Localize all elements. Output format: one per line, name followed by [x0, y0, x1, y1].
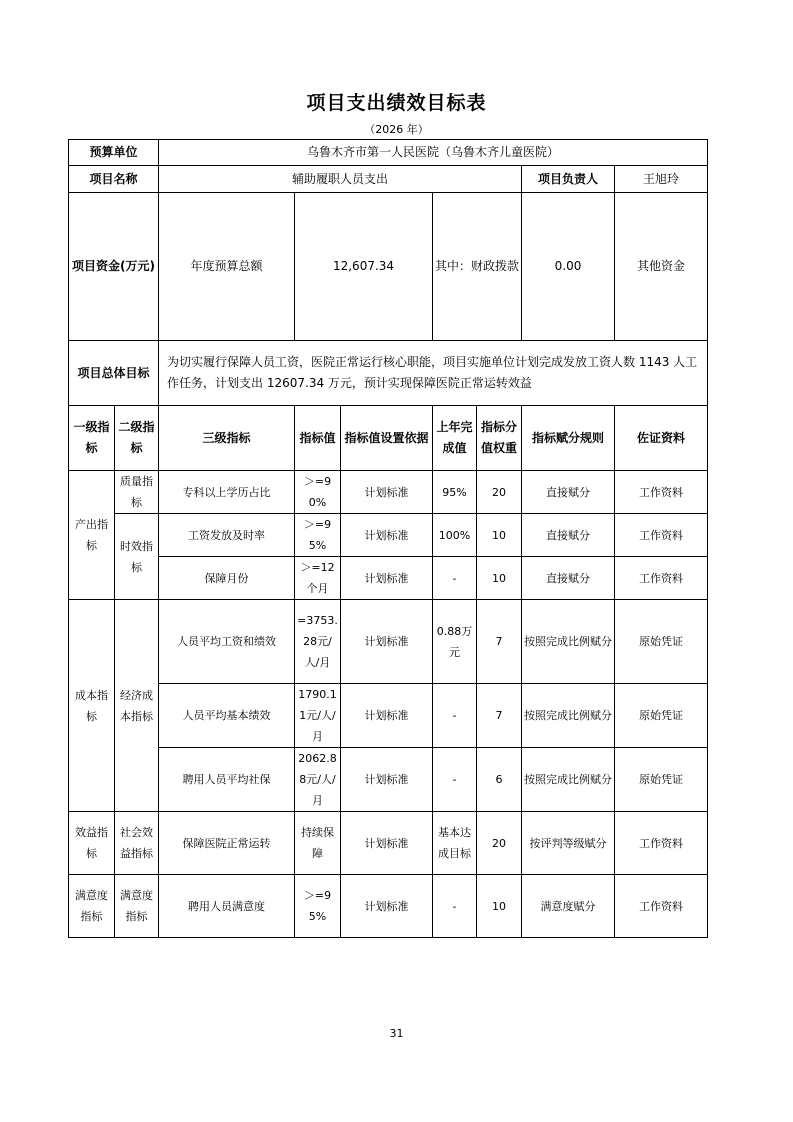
row-rule: 直接赋分: [522, 514, 615, 557]
row-rule: 按照完成比例赋分: [522, 748, 615, 812]
project-funds-label: 项目资金(万元): [69, 193, 159, 341]
budget-unit-label: 预算单位: [69, 140, 159, 166]
row-previous: 0.88万元: [433, 600, 477, 684]
col-header-evidence: 佐证资料: [615, 406, 708, 471]
row-previous: 100%: [433, 514, 477, 557]
other-funds-label: 其他资金: [615, 193, 708, 341]
row-indicator: 保障月份: [159, 557, 295, 600]
row-weight: 7: [477, 684, 522, 748]
row-basis: 计划标准: [341, 514, 433, 557]
table-row: [69, 684, 708, 748]
performance-target-table: [68, 139, 708, 938]
row-basis: 计划标准: [341, 748, 433, 812]
budget-unit-value: 乌鲁木齐市第一人民医院（乌鲁木齐儿童医院）: [159, 140, 708, 166]
row-evidence: 工作资料: [615, 557, 708, 600]
row-weight: 20: [477, 471, 522, 514]
row-rule: 按照完成比例赋分: [522, 600, 615, 684]
row-indicator: 聘用人员平均社保: [159, 748, 295, 812]
col-header-previous: 上年完成值: [433, 406, 477, 471]
row-weight: 10: [477, 875, 522, 938]
col-header-weight: 指标分值权重: [477, 406, 522, 471]
row-evidence: 工作资料: [615, 514, 708, 557]
overall-goal-label: 项目总体目标: [69, 341, 159, 406]
row-evidence: 原始凭证: [615, 748, 708, 812]
row-value: ＞=95%: [295, 514, 341, 557]
level1-output: 产出指标: [69, 471, 115, 600]
row-indicator: 工资发放及时率: [159, 514, 295, 557]
level2-timeliness: 时效指标: [115, 514, 159, 600]
table-row: [69, 748, 708, 812]
overall-goal-row: [69, 341, 708, 406]
table-row: [69, 471, 708, 514]
row-value: 持续保障: [295, 812, 341, 875]
row-previous: 基本达成目标: [433, 812, 477, 875]
level2-social-benefit: 社会效益指标: [115, 812, 159, 875]
row-evidence: 工作资料: [615, 812, 708, 875]
row-value: 2062.88元/人/月: [295, 748, 341, 812]
project-leader-value: 王旭玲: [615, 166, 708, 193]
col-header-rule: 指标赋分规则: [522, 406, 615, 471]
row-rule: 满意度赋分: [522, 875, 615, 938]
annual-budget-label: 年度预算总额: [159, 193, 295, 341]
overall-goal-text: 为切实履行保障人员工资，医院正常运行核心职能，项目实施单位计划完成发放工资人数 1143 人工作任务，计划支出 12607.34 万元，预计实现保障医院正常运转效益: [159, 341, 708, 406]
row-rule: 直接赋分: [522, 557, 615, 600]
row-evidence: 工作资料: [615, 471, 708, 514]
row-basis: 计划标准: [341, 812, 433, 875]
row-weight: 20: [477, 812, 522, 875]
row-value: =3753.28元/人/月: [295, 600, 341, 684]
level1-satisfaction: 满意度指标: [69, 875, 115, 938]
table-row: [69, 557, 708, 600]
table-row: [69, 514, 708, 557]
level1-cost: 成本指标: [69, 600, 115, 812]
document-title: 项目支出绩效目标表: [306, 92, 487, 114]
row-evidence: 工作资料: [615, 875, 708, 938]
table-row: [69, 875, 708, 938]
page-number: 31: [389, 1027, 404, 1040]
row-rule: 直接赋分: [522, 471, 615, 514]
row-weight: 10: [477, 514, 522, 557]
row-weight: 10: [477, 557, 522, 600]
table-row: [69, 812, 708, 875]
row-basis: 计划标准: [341, 600, 433, 684]
project-leader-label: 项目负责人: [522, 166, 615, 193]
table-row: [69, 600, 708, 684]
row-weight: 6: [477, 748, 522, 812]
col-header-level3: 三级指标: [159, 406, 295, 471]
project-name-row: [69, 166, 708, 193]
row-indicator: 人员平均工资和绩效: [159, 600, 295, 684]
col-header-value: 指标值: [295, 406, 341, 471]
project-name-value: 辅助履职人员支出: [159, 166, 522, 193]
row-previous: -: [433, 557, 477, 600]
row-value: ＞=95%: [295, 875, 341, 938]
row-rule: 按照完成比例赋分: [522, 684, 615, 748]
row-evidence: 原始凭证: [615, 600, 708, 684]
level2-quality: 质量指标: [115, 471, 159, 514]
row-value: 1790.11元/人/月: [295, 684, 341, 748]
row-basis: 计划标准: [341, 875, 433, 938]
fiscal-allocation-value: 0.00: [522, 193, 615, 341]
row-previous: 95%: [433, 471, 477, 514]
row-previous: -: [433, 684, 477, 748]
col-header-basis: 指标值设置依据: [341, 406, 433, 471]
row-weight: 7: [477, 600, 522, 684]
row-evidence: 原始凭证: [615, 684, 708, 748]
column-header-row: [69, 406, 708, 471]
row-value: ＞=12个月: [295, 557, 341, 600]
col-header-level2: 二级指标: [115, 406, 159, 471]
row-indicator: 专科以上学历占比: [159, 471, 295, 514]
row-previous: -: [433, 875, 477, 938]
level2-satisfaction: 满意度指标: [115, 875, 159, 938]
row-indicator: 人员平均基本绩效: [159, 684, 295, 748]
level1-benefit: 效益指标: [69, 812, 115, 875]
annual-budget-value: 12,607.34: [295, 193, 433, 341]
document-year: （2026 年）: [364, 123, 429, 136]
row-previous: -: [433, 748, 477, 812]
row-rule: 按评判等级赋分: [522, 812, 615, 875]
row-basis: 计划标准: [341, 557, 433, 600]
fiscal-allocation-label: 其中：财政拨款: [433, 193, 522, 341]
budget-unit-row: [69, 140, 708, 166]
row-indicator: 保障医院正常运转: [159, 812, 295, 875]
row-value: ＞=90%: [295, 471, 341, 514]
row-basis: 计划标准: [341, 684, 433, 748]
row-basis: 计划标准: [341, 471, 433, 514]
project-funds-row: [69, 193, 708, 341]
row-indicator: 聘用人员满意度: [159, 875, 295, 938]
col-header-level1: 一级指标: [69, 406, 115, 471]
project-name-label: 项目名称: [69, 166, 159, 193]
level2-economic-cost: 经济成本指标: [115, 600, 159, 812]
